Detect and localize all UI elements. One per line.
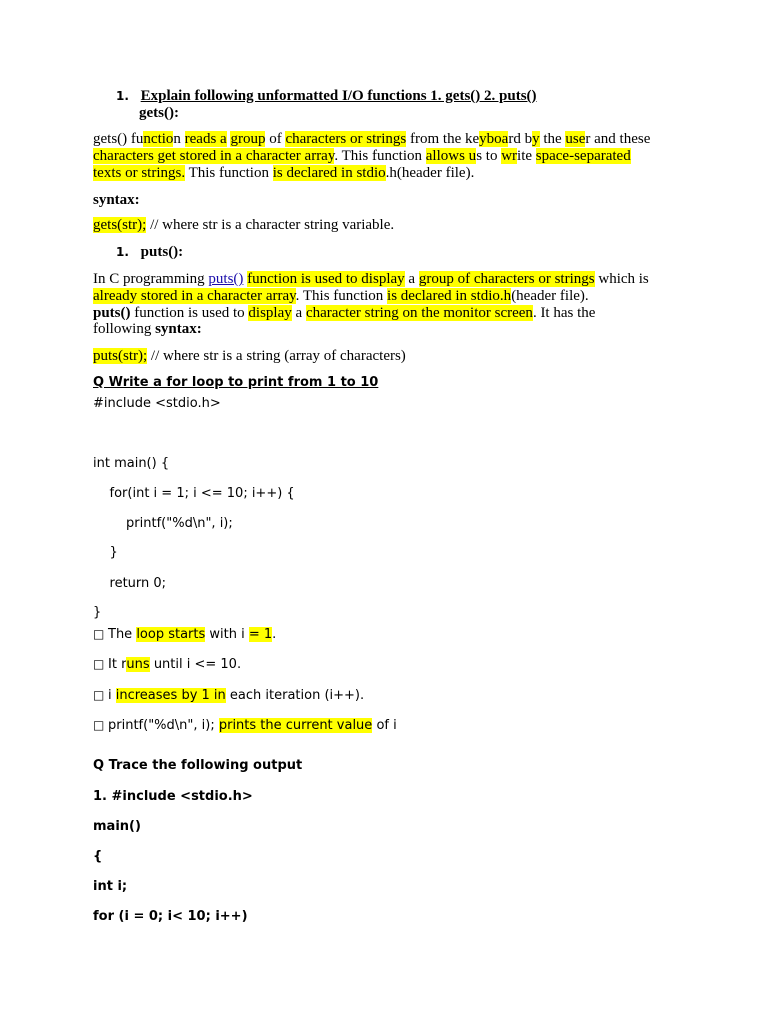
square-bullet-icon: □ [93, 627, 105, 641]
gets-syntax-comment: // where str is a character string variable. [146, 217, 395, 233]
text-run: . This function [334, 148, 426, 164]
square-bullet-icon: □ [93, 718, 105, 732]
puts-syntax-comment: // where str is a string (array of characters) [147, 348, 406, 364]
highlighted-text: is declared in stdio [272, 165, 386, 181]
gets-heading: gets(): [139, 105, 179, 121]
text-run: printf("%d\n", i); [108, 718, 219, 733]
puts-para-line-2 [93, 288, 589, 305]
text-run: puts() [93, 305, 131, 321]
q1-heading [116, 88, 537, 105]
highlighted-text: y [532, 131, 540, 147]
square-bullet-icon: □ [93, 688, 105, 702]
text-run: function is used to [130, 305, 249, 321]
gets-syntax-code: gets(str); [93, 217, 147, 233]
highlighted-text: nctio [143, 131, 174, 147]
puts-link[interactable]: puts() [208, 271, 244, 287]
highlighted-text: group of characters or strings [418, 271, 595, 287]
text-run: a [291, 305, 306, 321]
text-run: . [272, 627, 277, 642]
text-run: (header file). [511, 288, 589, 304]
puts-para-line-1 [93, 271, 649, 288]
code-line-close-main: } [93, 605, 102, 620]
gets-para-line-1 [93, 131, 650, 148]
text-run: . This function [295, 288, 388, 304]
text-run: r and these [585, 131, 651, 147]
code-line-include: #include <stdio.h> [93, 396, 221, 411]
highlighted-text: loop starts [136, 627, 206, 642]
highlighted-text: prints the current value [218, 718, 373, 733]
gets-syntax [93, 217, 394, 234]
highlighted-text: space-separated [535, 148, 631, 164]
explain-bullet [93, 718, 397, 733]
highlighted-text: group [230, 131, 266, 147]
puts-heading-row [116, 244, 183, 261]
highlighted-text: texts or strings. [93, 165, 186, 181]
text-run: a [404, 271, 419, 287]
code-line-return: return 0; [93, 576, 167, 591]
q3-line: int i; [93, 879, 128, 894]
code-line-for: for(int i = 1; i <= 10; i++) { [93, 486, 295, 501]
explain-bullet [93, 688, 364, 703]
code-line-main: int main() { [93, 456, 170, 471]
text-run: ite [517, 148, 536, 164]
text-run: each iteration (i++). [225, 688, 365, 703]
text-run: It r [108, 657, 127, 672]
text-run: . It has the [532, 305, 596, 321]
q3-line: 1. #include <stdio.h> [93, 789, 253, 804]
puts-number: 1. [116, 245, 129, 259]
highlighted-text: = 1 [248, 627, 273, 642]
text-run: In C programming [93, 271, 209, 287]
text-run: the [539, 131, 566, 147]
puts-para-line-3 [93, 305, 595, 322]
q3-line: for (i = 0; i< 10; i++) [93, 909, 248, 924]
gets-para-line-2 [93, 148, 631, 165]
puts-syntax-code: puts(str); [93, 348, 148, 364]
highlighted-text: reads a [184, 131, 227, 147]
text-run: of [265, 131, 286, 147]
text-run: rd b [508, 131, 533, 147]
syntax-label: syntax: [93, 192, 140, 208]
text-run: .h(header file). [385, 165, 475, 181]
text-run: The [108, 627, 137, 642]
code-line-printf: printf("%d\n", i); [93, 516, 233, 531]
text-run: from the ke [406, 131, 480, 147]
q1-title: Explain following unformatted I/O functions 1. gets() 2. puts() [140, 88, 537, 104]
highlighted-text: function is used to display [247, 271, 405, 287]
highlighted-text: character string on the monitor screen [305, 305, 533, 321]
highlighted-text: wr [501, 148, 518, 164]
puts-line4-syntax: syntax: [155, 321, 202, 337]
q3-line: { [93, 849, 103, 864]
text-run: of i [372, 718, 397, 733]
text-run: until i <= 10. [149, 657, 242, 672]
highlighted-text: is declared in stdio.h [387, 288, 512, 304]
code-line-close-for: } [93, 545, 118, 560]
puts-line4-text: following [93, 321, 156, 337]
puts-syntax [93, 348, 406, 365]
highlighted-text: use [565, 131, 586, 147]
highlighted-text: already stored in a character array [93, 288, 296, 304]
highlighted-text: increases by 1 in [115, 688, 226, 703]
puts-heading: puts(): [140, 244, 184, 260]
text-run: which is [594, 271, 649, 287]
q3-line: main() [93, 819, 141, 834]
q2-title: Q Write a for loop to print from 1 to 10 [93, 375, 379, 390]
highlighted-text: characters or strings [285, 131, 407, 147]
explain-bullet [93, 657, 241, 672]
text-run: with i [205, 627, 249, 642]
text-run: gets() fu [93, 131, 144, 147]
text-run: s to [476, 148, 502, 164]
text-run: This function [185, 165, 273, 181]
highlighted-text: allows u [425, 148, 477, 164]
q3-title: Q Trace the following output [93, 758, 303, 773]
puts-para-line-4 [93, 321, 202, 338]
square-bullet-icon: □ [93, 657, 105, 671]
highlighted-text: uns [126, 657, 150, 672]
highlighted-text: yboa [479, 131, 509, 147]
text-run: i [108, 688, 116, 703]
highlighted-text: display [248, 305, 292, 321]
text-run: n [173, 131, 185, 147]
gets-para-line-3 [93, 165, 474, 182]
highlighted-text: characters get stored in a character array [93, 148, 335, 164]
explain-bullet [93, 627, 276, 642]
q1-number: 1. [116, 89, 129, 103]
